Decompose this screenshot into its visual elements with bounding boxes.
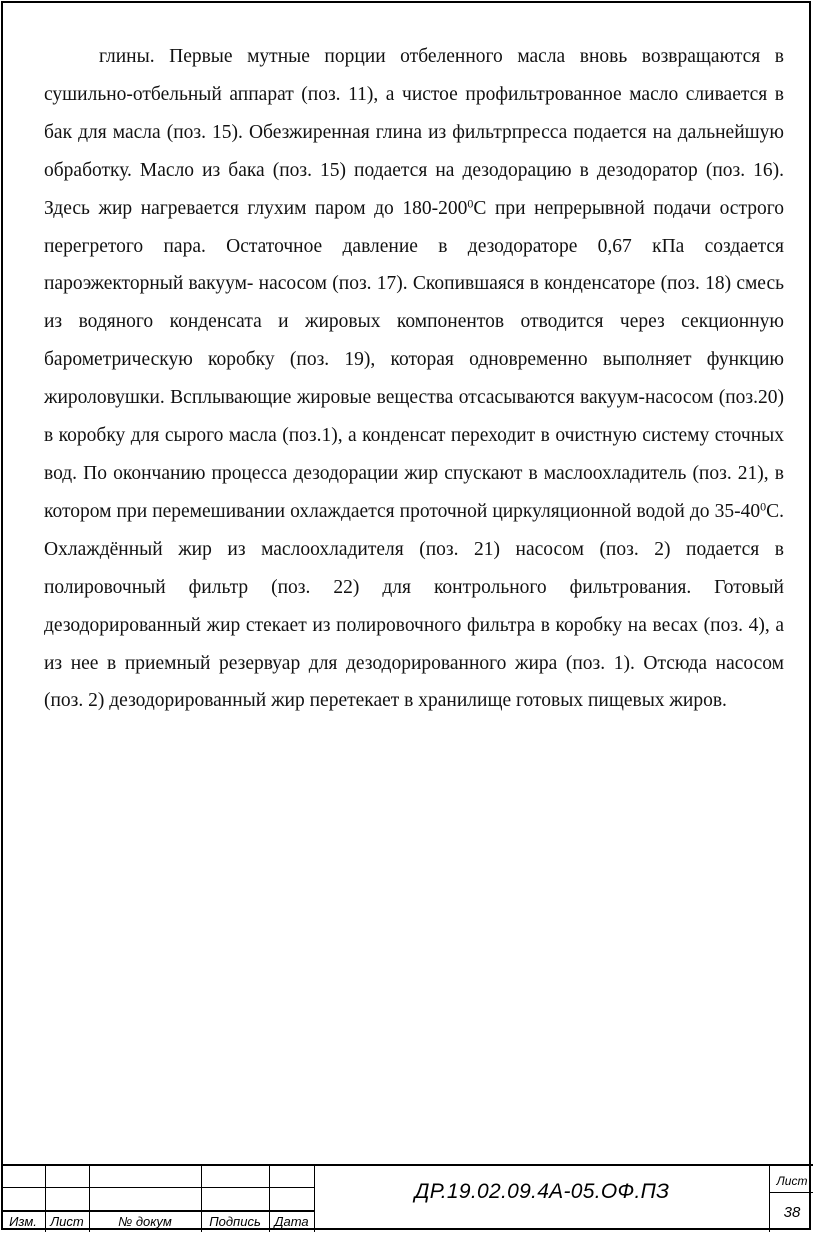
sheet-number: 38: [783, 1204, 801, 1221]
stamp-divider: [314, 1166, 315, 1232]
document-code: ДР.19.02.09.4А-05.ОФ.ПЗ: [414, 1180, 670, 1203]
stamp-divider: [769, 1166, 770, 1232]
body-text-part-1: глины. Первые мутные порции отбеленного масла вновь возвращаются в сушильно-отбельный аппарат (поз. 11), а чистое профильтрованное масло сливается в бак для масла (поз. 15). Обезжиренная глина из фильтрпресса подается на дальнейшую обработку. Масло из бака (поз. 15) подается на дезодорацию в дезодоратор (поз. 16). Здесь жир нагревается глухим паром до 180-200: [44, 46, 784, 219]
body-text-part-3: С. Охлаждённый жир из маслоохладителя (поз. 21) насосом (поз. 2) подается в полировочный фильтр (поз. 22) для контрольного фильтрования. Готовый дезодорированный жир стекает из полировочного фильтра в коробку на весах (поз. 4), а из нее в приемный резервуар для дезодорированного жира (поз. 1). Отсюда насосом (поз. 2) дезодорированный жир перетекает в хранилище готовых пищевых жиров.: [44, 500, 784, 712]
body-text-part-2: С при непрерывной подачи острого перегретого пара. Остаточное давление в дезодораторе 0,67 кПа создается пароэжекторный вакуум- насосом (поз. 17). Скопившаяся в конденсаторе (поз. 18) смесь из водяного конденсата и жировых компонентов отводится через секционную барометрическую коробку (поз. 19), которая одновременно выполняет функцию жироловушки. Всплывающие жировые вещества отсасываются вакуум-насосом (поз.20) в коробку для сырого масла (поз.1), а конденсат переходит в очистную систему сточных вод. По окончанию процесса дезодорации жир спускают в маслоохладитель (поз. 21), в котором при перемешивании охлаждается проточной циркуляционной водой до 35-40: [44, 197, 784, 522]
degree-superscript: 0: [760, 499, 767, 514]
stamp-label-dokum: № докум: [118, 1214, 172, 1229]
stamp-label-data: Дата: [274, 1214, 309, 1229]
sheet-cell-line: [769, 1192, 813, 1193]
body-text: [44, 38, 784, 720]
title-block: [1, 1164, 813, 1234]
stamp-row-line: [1, 1210, 314, 1212]
stamp-label-izm: Изм.: [9, 1214, 37, 1229]
degree-superscript: 0: [467, 196, 474, 211]
stamp-label-list: Лист: [50, 1214, 84, 1229]
stamp-row-line: [1, 1187, 314, 1188]
sheet-label: Лист: [776, 1174, 808, 1188]
stamp-label-podpis: Подпись: [209, 1214, 261, 1229]
